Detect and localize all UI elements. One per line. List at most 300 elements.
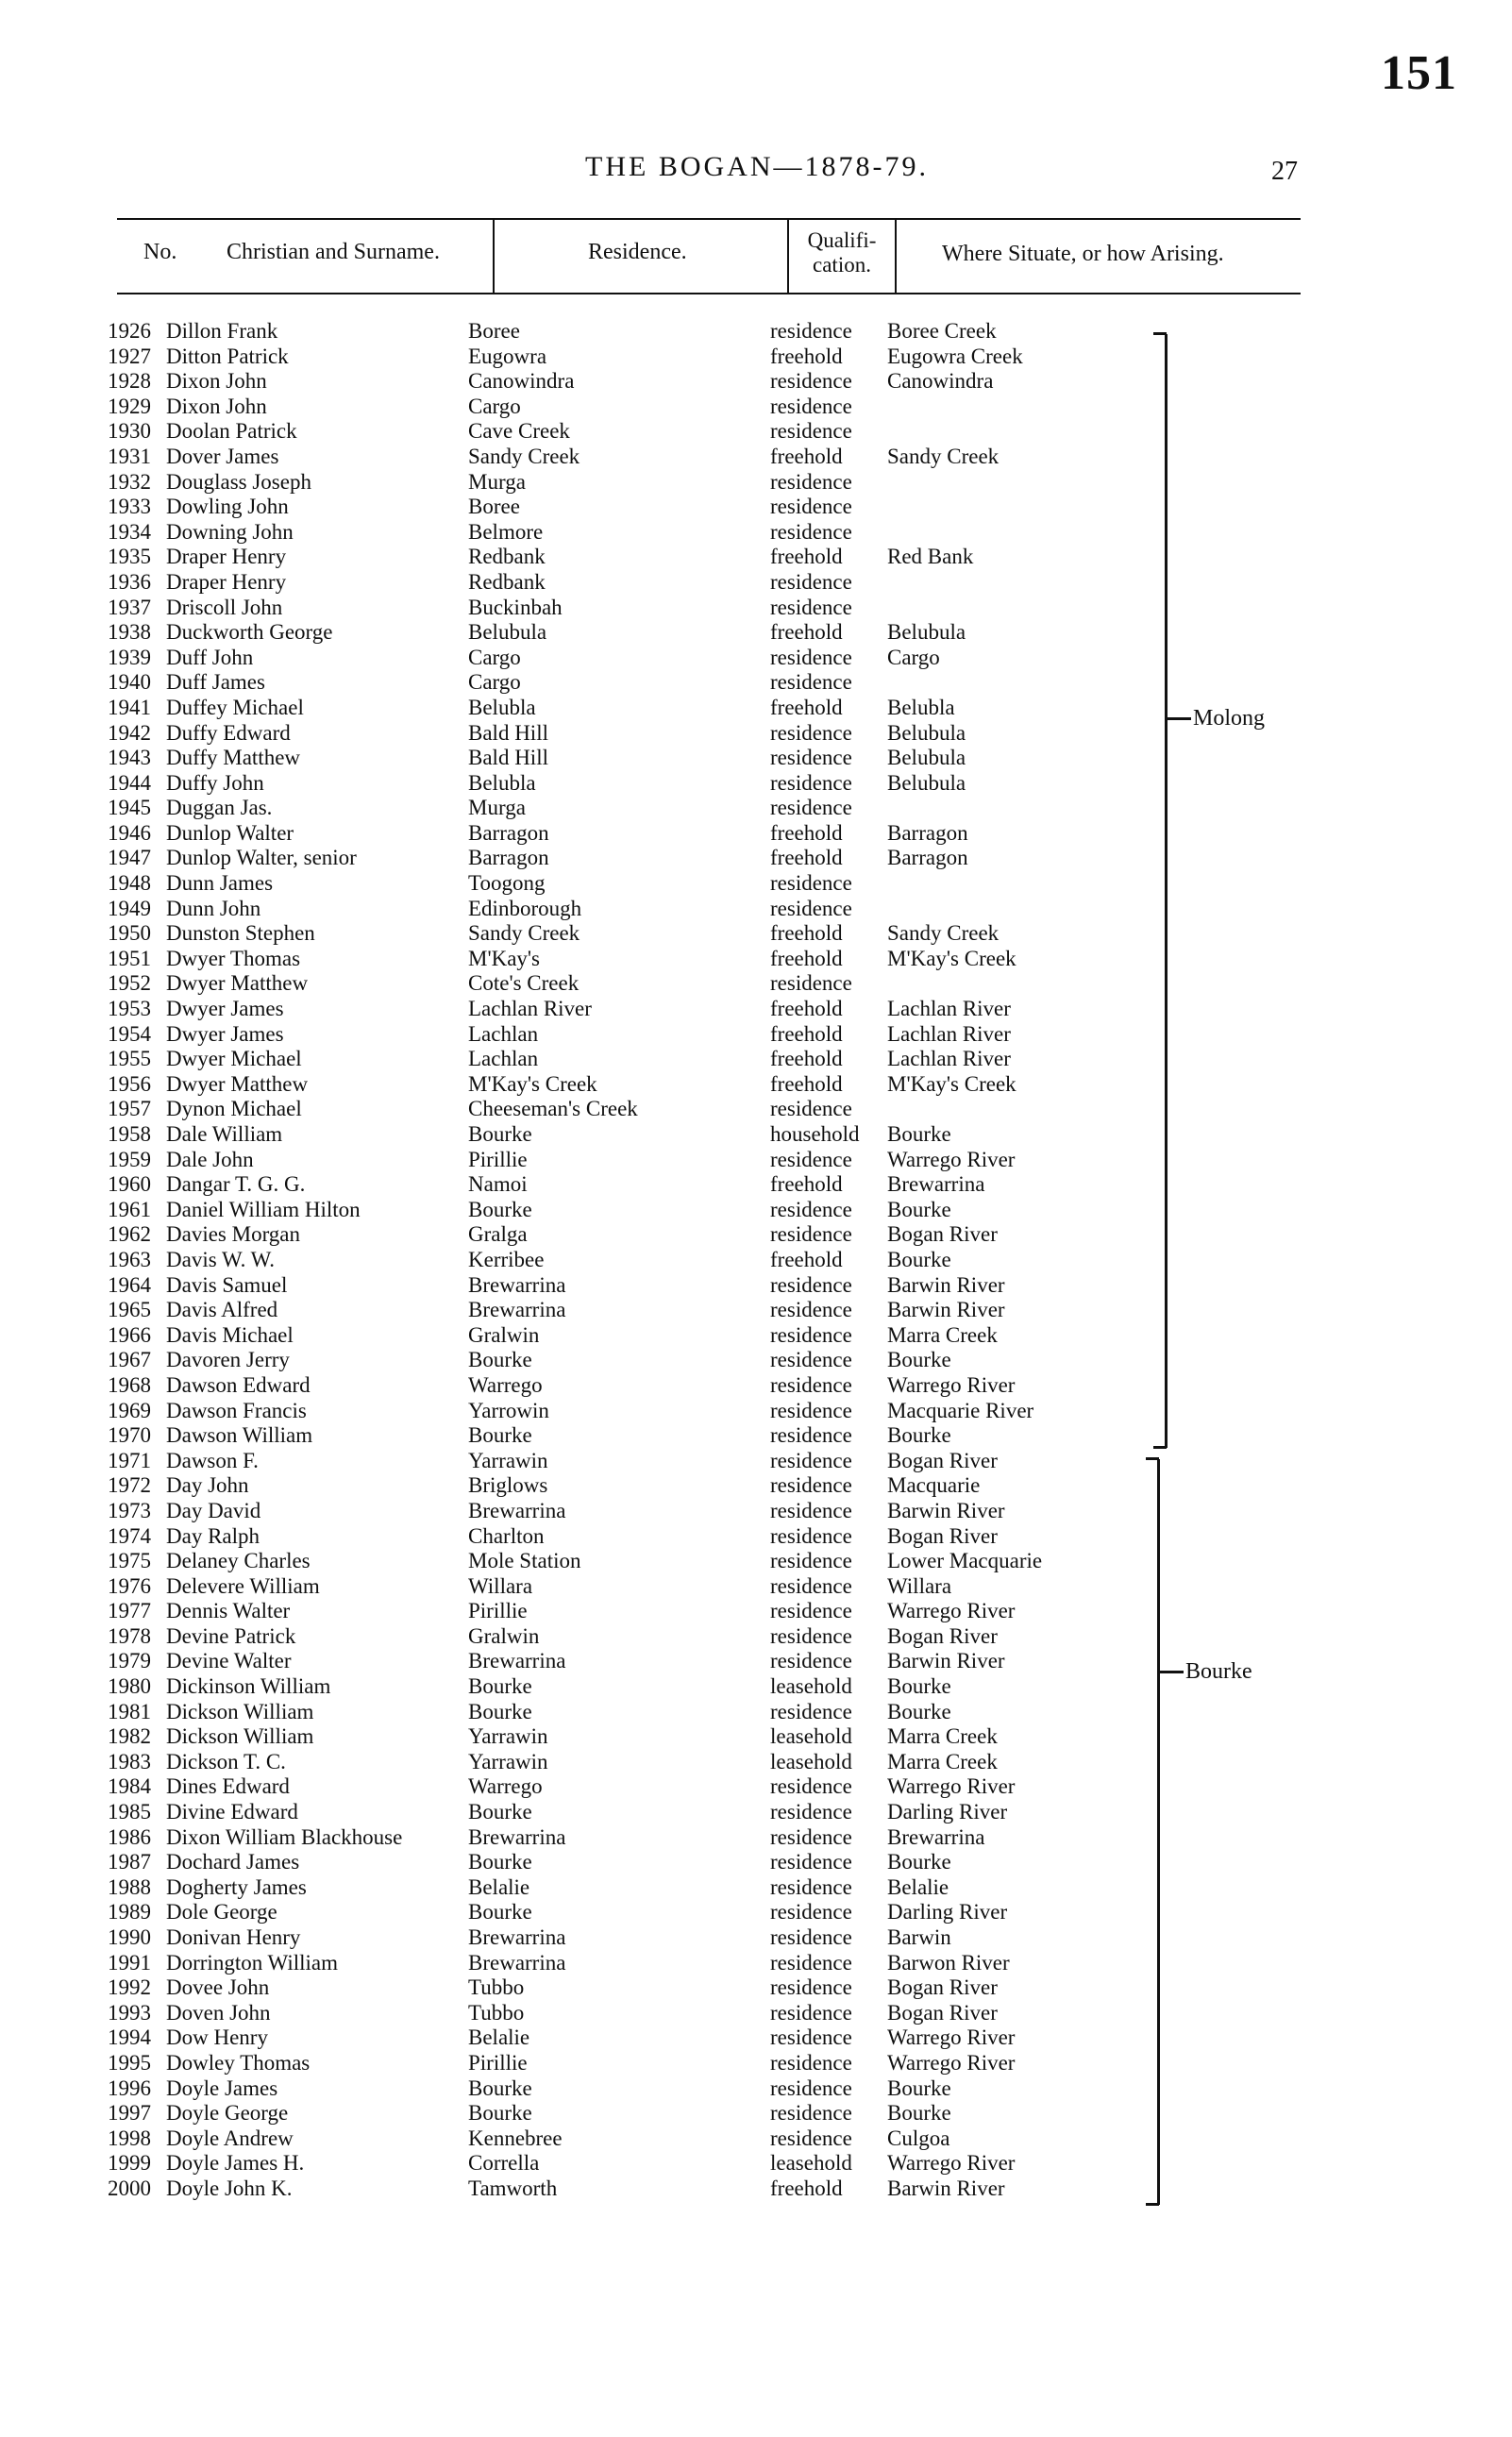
table-row (0, 1172, 1512, 1198)
header-top-rule (117, 218, 1301, 220)
entry-name: Doven John (166, 2000, 271, 2025)
table-row (0, 545, 1512, 570)
table-row (0, 1774, 1512, 1800)
entry-residence: Warrego (468, 1774, 543, 1799)
entry-qualification: freehold (770, 921, 843, 946)
entry-where: Bogan River (887, 1523, 998, 1548)
table-row (0, 1925, 1512, 1951)
entry-where: Lachlan River (887, 1047, 1011, 1071)
entry-qualification: freehold (770, 344, 843, 368)
entry-where: Bogan River (887, 2000, 998, 2025)
header-qualification (789, 228, 895, 277)
entry-where: Bogan River (887, 1623, 998, 1648)
entry-residence: Tubbo (468, 2000, 525, 2025)
table-row (0, 2126, 1512, 2152)
entry-name: Dwyer Michael (166, 1047, 302, 1071)
entry-qualification: residence (770, 1473, 852, 1498)
entry-name: Dynon Michael (166, 1097, 302, 1121)
entry-name: Downing John (166, 519, 294, 544)
entry-qualification: residence (770, 971, 852, 996)
entry-qualification: residence (770, 645, 852, 669)
entry-name: Duffy Edward (166, 720, 291, 745)
entry-number: 1968 (108, 1372, 151, 1397)
entry-where: Barwon River (887, 1950, 1010, 1975)
entry-residence: Pirillie (468, 1147, 528, 1171)
entry-residence: Brewarrina (468, 1950, 566, 1975)
entry-qualification: residence (770, 1573, 852, 1598)
entry-qualification: leasehold (770, 1674, 852, 1699)
entry-qualification: freehold (770, 1071, 843, 1096)
entry-qualification: freehold (770, 444, 843, 468)
entry-where: Marra Creek (887, 1322, 998, 1347)
entry-name: Dole George (166, 1900, 277, 1924)
entry-qualification: residence (770, 1925, 852, 1949)
entry-qualification: leasehold (770, 1724, 852, 1749)
entry-number: 1997 (108, 2101, 151, 2126)
header-qualification-line1: Qualifi- (807, 228, 877, 252)
entry-residence: Brewarrina (468, 1649, 566, 1673)
entry-number: 1931 (108, 444, 151, 468)
entry-residence: Cave Creek (468, 419, 570, 444)
entry-qualification: residence (770, 319, 852, 343)
entry-qualification: residence (770, 369, 852, 394)
entry-where: Warrego River (887, 1774, 1016, 1799)
entry-number: 1945 (108, 796, 151, 820)
table-row (0, 1072, 1512, 1098)
entry-residence: Sandy Creek (468, 444, 580, 468)
entry-number: 1936 (108, 569, 151, 594)
entry-qualification: freehold (770, 820, 843, 845)
entry-number: 1985 (108, 1800, 151, 1824)
entry-qualification: residence (770, 1774, 852, 1799)
table-row (0, 2101, 1512, 2126)
entry-where: Warrego River (887, 1372, 1016, 1397)
table-row (0, 319, 1512, 345)
entry-residence: Yarrawin (468, 1749, 548, 1773)
entry-name: Dickson William (166, 1724, 314, 1749)
entry-residence: Bourke (468, 1348, 532, 1372)
entry-qualification: residence (770, 1850, 852, 1874)
entry-number: 1982 (108, 1724, 151, 1749)
entry-qualification: residence (770, 1975, 852, 2000)
entry-residence: Bourke (468, 1122, 532, 1146)
table-row (0, 1022, 1512, 1048)
entry-residence: Belmore (468, 519, 544, 544)
entry-name: Dwyer James (166, 1021, 284, 1046)
entry-name: Douglass Joseph (166, 469, 311, 494)
entry-qualification: freehold (770, 1047, 843, 1071)
entry-number: 1995 (108, 2050, 151, 2075)
table-row (0, 1900, 1512, 1925)
entry-residence: Charlton (468, 1523, 545, 1548)
entry-qualification: residence (770, 595, 852, 619)
entry-number: 1939 (108, 645, 151, 669)
entry-number: 1947 (108, 846, 151, 870)
table-row (0, 1449, 1512, 1474)
table-row (0, 1473, 1512, 1499)
table-row (0, 1148, 1512, 1173)
entry-where: Eugowra Creek (887, 344, 1023, 368)
entry-name: Dwyer Matthew (166, 1071, 309, 1096)
entry-qualification: residence (770, 1272, 852, 1297)
entry-qualification: residence (770, 1874, 852, 1899)
entry-qualification: residence (770, 469, 852, 494)
entry-residence: Edinborough (468, 896, 582, 920)
entry-qualification: residence (770, 896, 852, 920)
table-row (0, 596, 1512, 621)
table-row (0, 1850, 1512, 1875)
entry-name: Dennis Walter (166, 1599, 291, 1623)
header-where: Where Situate, or how Arising. (942, 242, 1224, 266)
entry-where: Marra Creek (887, 1749, 998, 1773)
entry-qualification: residence (770, 2025, 852, 2050)
entry-name: Dunston Stephen (166, 921, 315, 946)
entry-where: Bogan River (887, 1448, 998, 1472)
entry-name: Dawson Edward (166, 1372, 311, 1397)
entry-name: Draper Henry (166, 569, 287, 594)
entry-qualification: residence (770, 1398, 852, 1422)
entry-qualification: residence (770, 1623, 852, 1648)
entry-name: Dickson William (166, 1699, 314, 1723)
table-row (0, 2001, 1512, 2026)
entry-name: Dawson William (166, 1423, 313, 1448)
entry-residence: Sandy Creek (468, 921, 580, 946)
entry-where: Brewarrina (887, 1824, 985, 1849)
entry-where: Warrego River (887, 2050, 1016, 2075)
entry-residence: M'Kay's Creek (468, 1071, 597, 1096)
entry-name: Dunlop Walter, senior (166, 846, 357, 870)
district-label-bourke: Bourke (1185, 1659, 1252, 1684)
entry-name: Delevere William (166, 1573, 320, 1598)
entry-name: Davis Samuel (166, 1272, 288, 1297)
entry-number: 1994 (108, 2025, 151, 2050)
entry-name: Davis W. W. (166, 1247, 276, 1271)
entry-name: Duffey Michael (166, 695, 304, 719)
entry-qualification: residence (770, 1824, 852, 1849)
entry-qualification: residence (770, 2050, 852, 2075)
entry-qualification: residence (770, 519, 852, 544)
header-divider (493, 219, 495, 293)
entry-where: Bourke (887, 2101, 951, 2126)
entry-number: 1955 (108, 1047, 151, 1071)
entry-number: 1975 (108, 1549, 151, 1573)
entry-number: 1943 (108, 746, 151, 770)
entry-number: 1951 (108, 946, 151, 970)
entry-qualification: residence (770, 1699, 852, 1723)
entry-residence: Yarrawin (468, 1724, 548, 1749)
entry-name: Dunn James (166, 871, 274, 896)
entry-number: 1972 (108, 1473, 151, 1498)
entry-residence: Bourke (468, 2101, 532, 2126)
entry-name: Dangar T. G. G. (166, 1172, 306, 1197)
entry-residence: Bourke (468, 2076, 532, 2100)
entry-where: Belubula (887, 620, 966, 645)
entry-qualification: residence (770, 1950, 852, 1975)
entry-where: Bogan River (887, 1222, 998, 1247)
entry-residence: Kerribee (468, 1247, 545, 1271)
entry-name: Davoren Jerry (166, 1348, 290, 1372)
entry-name: Dunn John (166, 896, 261, 920)
entry-number: 1971 (108, 1448, 151, 1472)
entry-number: 1980 (108, 1674, 151, 1699)
entry-number: 1938 (108, 620, 151, 645)
header-no: No. (143, 240, 177, 264)
entry-qualification: freehold (770, 1172, 843, 1197)
table-row (0, 2176, 1512, 2202)
entry-where: Lachlan River (887, 1021, 1011, 1046)
entry-qualification: residence (770, 1322, 852, 1347)
entry-name: Doyle John K. (166, 2176, 293, 2200)
entry-where: Belubla (887, 695, 955, 719)
entry-name: Dunlop Walter (166, 820, 294, 845)
table-row (0, 1875, 1512, 1901)
entry-number: 1993 (108, 2000, 151, 2025)
entry-number: 1941 (108, 695, 151, 719)
entry-number: 1973 (108, 1498, 151, 1522)
entry-where: Bourke (887, 1348, 951, 1372)
entry-where: Bogan River (887, 1975, 998, 2000)
table-row (0, 670, 1512, 696)
entry-qualification: household (770, 1122, 860, 1146)
entry-residence: Belalie (468, 1874, 530, 1899)
table-row (0, 1273, 1512, 1299)
entry-qualification: residence (770, 1599, 852, 1623)
table-row (0, 1700, 1512, 1725)
table-row (0, 495, 1512, 520)
entry-where: Warrego River (887, 1599, 1016, 1623)
entry-where: Warrego River (887, 1147, 1016, 1171)
entry-qualification: residence (770, 2076, 852, 2100)
entry-where: Belubula (887, 720, 966, 745)
table-row (0, 1800, 1512, 1825)
entry-residence: Belubla (468, 695, 536, 719)
entry-residence: Bald Hill (468, 720, 548, 745)
entry-residence: Belalie (468, 2025, 530, 2050)
entry-residence: Barragon (468, 820, 549, 845)
entry-residence: Briglows (468, 1473, 548, 1498)
entry-residence: Lachlan (468, 1021, 539, 1046)
entry-name: Divine Edward (166, 1800, 298, 1824)
entry-where: Bourke (887, 1122, 951, 1146)
entry-residence: Boree (468, 319, 520, 343)
entry-name: Dwyer James (166, 997, 284, 1021)
entry-residence: Willara (468, 1573, 533, 1598)
entry-number: 1999 (108, 2151, 151, 2176)
entry-number: 1926 (108, 319, 151, 343)
entry-residence: Canowindra (468, 369, 575, 394)
entry-number: 1990 (108, 1925, 151, 1949)
table-row (0, 2025, 1512, 2051)
entry-residence: Belubla (468, 770, 536, 795)
entry-where: Brewarrina (887, 1172, 985, 1197)
entry-where: M'Kay's Creek (887, 1071, 1016, 1096)
entry-residence: Yarrawin (468, 1448, 548, 1472)
entry-name: Doyle Andrew (166, 2126, 294, 2150)
table-row (0, 1348, 1512, 1373)
entry-where: Macquarie (887, 1473, 981, 1498)
entry-number: 1946 (108, 820, 151, 845)
entry-where: Barwin River (887, 2176, 1005, 2200)
table-row (0, 395, 1512, 420)
entry-residence: Brewarrina (468, 1824, 566, 1849)
entry-number: 1989 (108, 1900, 151, 1924)
table-row (0, 947, 1512, 972)
table-row (0, 1975, 1512, 2001)
entry-name: Donivan Henry (166, 1925, 301, 1949)
table-row (0, 846, 1512, 871)
entry-name: Dwyer Thomas (166, 946, 301, 970)
entry-residence: Corrella (468, 2151, 540, 2176)
entry-qualification: residence (770, 720, 852, 745)
entry-name: Driscoll John (166, 595, 283, 619)
entry-name: Doolan Patrick (166, 419, 297, 444)
entry-residence: Brewarrina (468, 1925, 566, 1949)
entry-qualification: residence (770, 1348, 852, 1372)
entry-name: Duggan Jas. (166, 796, 273, 820)
entry-name: Dickinson William (166, 1674, 331, 1699)
entry-residence: Murga (468, 469, 526, 494)
entry-where: Barwin River (887, 1649, 1005, 1673)
entry-number: 1958 (108, 1122, 151, 1146)
entry-where: Bourke (887, 1423, 951, 1448)
entry-number: 1948 (108, 871, 151, 896)
entry-name: Davis Michael (166, 1322, 294, 1347)
entry-qualification: residence (770, 1649, 852, 1673)
entry-name: Dow Henry (166, 2025, 268, 2050)
entry-number: 1930 (108, 419, 151, 444)
entry-number: 1964 (108, 1272, 151, 1297)
entry-name: Davies Morgan (166, 1222, 301, 1247)
entry-residence: Namoi (468, 1172, 528, 1197)
entry-qualification: residence (770, 2101, 852, 2126)
entry-number: 1977 (108, 1599, 151, 1623)
table-row (0, 1674, 1512, 1700)
entry-name: Dowley Thomas (166, 2050, 311, 2075)
entry-qualification: residence (770, 394, 852, 418)
entry-residence: Pirillie (468, 1599, 528, 1623)
entry-residence: Lachlan (468, 1047, 539, 1071)
entry-residence: Mole Station (468, 1549, 581, 1573)
table-row (0, 470, 1512, 496)
table-row (0, 445, 1512, 470)
header-qualification-line2: cation. (813, 253, 871, 277)
entry-residence: Brewarrina (468, 1498, 566, 1522)
entry-name: Duff John (166, 645, 254, 669)
entry-qualification: residence (770, 1523, 852, 1548)
table-row (0, 1097, 1512, 1122)
table-row (0, 419, 1512, 445)
entry-name: Davis Alfred (166, 1298, 278, 1322)
entry-name: Dawson F. (166, 1448, 259, 1472)
entry-residence: Bourke (468, 1850, 532, 1874)
entry-qualification: leasehold (770, 2151, 852, 2176)
entry-qualification: residence (770, 670, 852, 695)
entry-name: Duff James (166, 670, 265, 695)
entry-where: Bourke (887, 1197, 951, 1221)
entry-number: 1969 (108, 1398, 151, 1422)
table-row (0, 746, 1512, 771)
page-number: 151 (1381, 46, 1457, 100)
entry-name: Daniel William Hilton (166, 1197, 361, 1221)
entry-qualification: residence (770, 770, 852, 795)
entry-number: 1957 (108, 1097, 151, 1121)
entry-name: Day Ralph (166, 1523, 260, 1548)
entry-residence: Gralwin (468, 1623, 540, 1648)
entry-number: 1949 (108, 896, 151, 920)
table-row (0, 1724, 1512, 1750)
running-title: THE BOGAN—1878-79. (585, 151, 929, 182)
entry-name: Dovee John (166, 1975, 270, 2000)
elector-list (0, 319, 1512, 2202)
entry-qualification: residence (770, 1900, 852, 1924)
header-residence: Residence. (588, 240, 687, 264)
table-row (0, 646, 1512, 671)
entry-residence: Yarrowin (468, 1398, 549, 1422)
entry-number: 1934 (108, 519, 151, 544)
entry-number: 1935 (108, 545, 151, 569)
entry-residence: Kennebree (468, 2126, 563, 2150)
table-row (0, 1222, 1512, 1248)
entry-where: Bourke (887, 1674, 951, 1699)
table-row (0, 897, 1512, 922)
entry-qualification: freehold (770, 1021, 843, 1046)
entry-qualification: residence (770, 1197, 852, 1221)
entry-number: 2000 (108, 2176, 151, 2200)
entry-number: 1932 (108, 469, 151, 494)
entry-residence: Brewarrina (468, 1272, 566, 1297)
table-row (0, 771, 1512, 797)
entry-name: Dwyer Matthew (166, 971, 309, 996)
entry-name: Doyle James (166, 2076, 278, 2100)
entry-name: Dines Edward (166, 1774, 290, 1799)
entry-residence: Toogong (468, 871, 546, 896)
entry-name: Dogherty James (166, 1874, 307, 1899)
entry-name: Dixon William Blackhouse (166, 1824, 403, 1849)
entry-number: 1953 (108, 997, 151, 1021)
table-row (0, 520, 1512, 546)
entry-residence: Gralwin (468, 1322, 540, 1347)
entry-number: 1927 (108, 344, 151, 368)
table-row (0, 1499, 1512, 1524)
table-row (0, 971, 1512, 997)
entry-number: 1976 (108, 1573, 151, 1598)
entry-number: 1952 (108, 971, 151, 996)
entry-number: 1937 (108, 595, 151, 619)
header-divider (895, 219, 897, 293)
table-row (0, 1649, 1512, 1674)
entry-qualification: residence (770, 569, 852, 594)
entry-where: Belalie (887, 1874, 949, 1899)
entry-name: Dixon John (166, 369, 267, 394)
entry-number: 1998 (108, 2126, 151, 2150)
entry-residence: M'Kay's (468, 946, 541, 970)
entry-where: Warrego River (887, 2025, 1016, 2050)
entry-where: Culgoa (887, 2126, 950, 2150)
entry-number: 1950 (108, 921, 151, 946)
entry-name: Doyle James H. (166, 2151, 305, 2176)
table-row (0, 1599, 1512, 1624)
entry-qualification: freehold (770, 1247, 843, 1271)
entry-number: 1967 (108, 1348, 151, 1372)
table-row (0, 620, 1512, 646)
entry-name: Dorrington William (166, 1950, 338, 1975)
entry-residence: Barragon (468, 846, 549, 870)
entry-name: Dover James (166, 444, 279, 468)
table-row (0, 1549, 1512, 1574)
entry-residence: Cargo (468, 670, 521, 695)
entry-residence: Cargo (468, 645, 521, 669)
entry-name: Delaney Charles (166, 1549, 311, 1573)
